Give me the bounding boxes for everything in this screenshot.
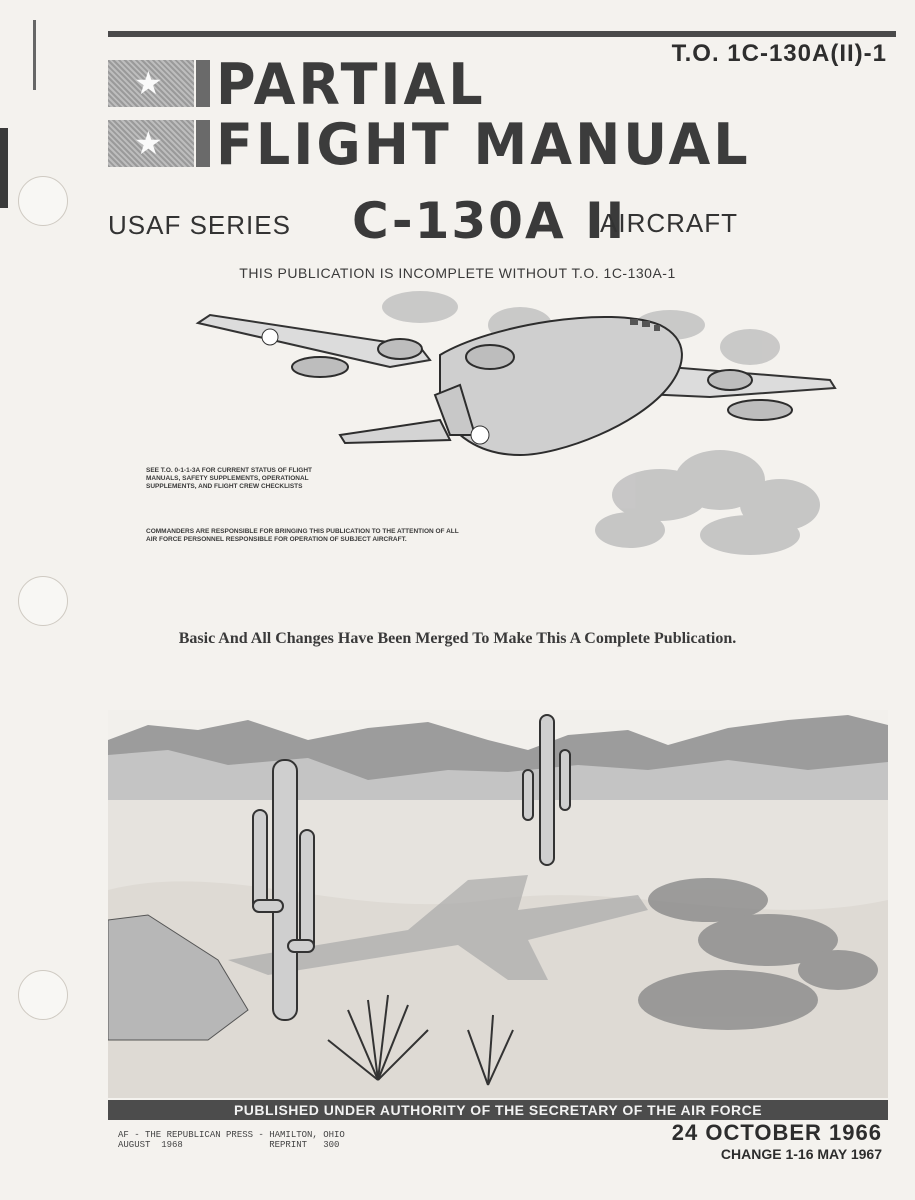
series-row [0,192,915,258]
punch-hole [18,970,68,1020]
punch-hole [18,576,68,626]
title-partial: PARTIAL [216,51,486,118]
title-bar [196,60,210,107]
to-number: T.O. 1C-130A(II)-1 [671,40,887,67]
star-box [108,120,194,167]
authority-band: PUBLISHED UNDER AUTHORITY OF THE SECRETARY OF THE AIR FORCE [108,1100,888,1120]
series-model: C-130A II [352,192,627,250]
publication-date: 24 OCTOBER 1966 [671,1120,882,1145]
star-icon: ★ [134,125,163,161]
title-bar [196,120,210,167]
status-note: SEE T.O. 0-1-1-3A FOR CURRENT STATUS OF FLIGHT MANUALS, SAFETY SUPPLEMENTS, OPERATIONAL SUPPLEMENTS, AND FLIGHT CREW CHECKLISTS [146,467,312,490]
printer-line-1: AF - THE REPUBLICAN PRESS - HAMILTON, OHIO [118,1130,345,1140]
aircraft-illustration [190,285,840,565]
top-rule [108,31,896,37]
printer-line-2: AUGUST 1968 REPRINT 300 [118,1140,340,1150]
star-box [108,60,194,107]
star-icon: ★ [134,65,163,101]
desert-illustration [108,710,888,1098]
series-suffix: AIRCRAFT [600,208,738,238]
incomplete-notice: THIS PUBLICATION IS INCOMPLETE WITHOUT T.O. 1C-130A-1 [239,265,676,281]
edge-tab-mark [0,128,8,208]
commanders-note: COMMANDERS ARE RESPONSIBLE FOR BRINGING THIS PUBLICATION TO THE ATTENTION OF ALL AIR FORCE PERSONNEL RESPONSIBLE FOR OPERATION OF SUBJECT AIRCRAFT. [146,528,459,543]
title-flight-manual: FLIGHT MANUAL [216,111,751,178]
merged-notice: Basic And All Changes Have Been Merged To Make This A Complete Publication. [178,630,737,647]
printer-info [118,1130,345,1150]
binder-pin [33,20,36,90]
series-prefix: USAF SERIES [108,210,291,240]
change-date: CHANGE 1-16 MAY 1967 [720,1146,882,1162]
